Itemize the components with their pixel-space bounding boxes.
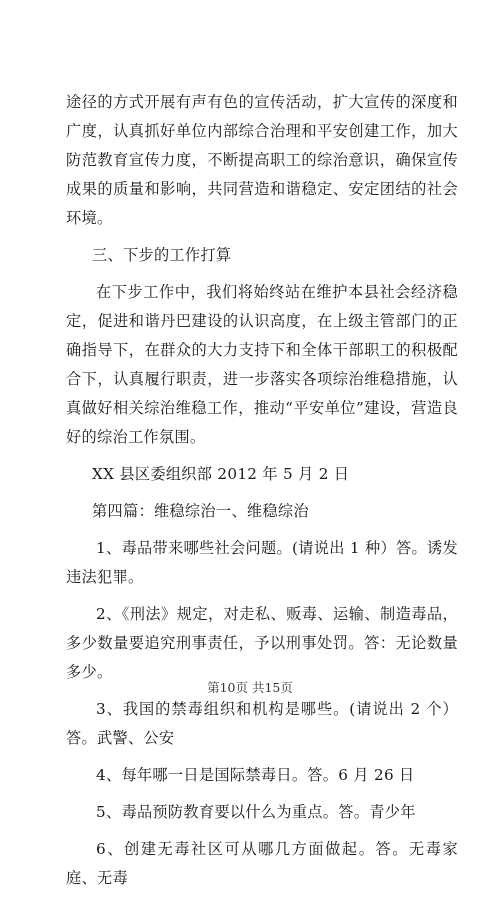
qa-item-4: 4、每年哪一日是国际禁毒日。答。6 月 26 日 bbox=[96, 766, 415, 784]
qa-item-6: 6、创建无毒社区可从哪几方面做起。答。无毒家庭、无毒 bbox=[66, 840, 458, 887]
qa-item-2: 2、《刑法》规定，对走私、贩毒、运输、制造毒品，多少数量要追究刑事责任，予以刑事处罚。答：无论数量多少。 bbox=[66, 605, 458, 681]
signature-date-line: XX 县区委组织部 2012 年 5 月 2 日 bbox=[92, 465, 350, 483]
chapter-heading-fourth: 第四篇：维稳综治一、维稳综治 bbox=[92, 502, 309, 520]
paragraph-next-plan: 在下步工作中，我们将始终站在维护本县社会经济稳定，促进和谐丹巴建设的认识高度，在上级主管部门的正确指导下，在群众的大力支持下和全体干部职工的积极配合下，认真履行职责，进一步落实各项综治维稳措施，认真做好相关综治维稳工作，推动“平安单位”建设，营造良好的综治工作氛围。 bbox=[66, 283, 458, 446]
qa-item-3: 3、我国的禁毒组织和机构是哪些。(请说出 2 个）答。武警、公安 bbox=[66, 700, 458, 747]
document-body bbox=[66, 88, 458, 901]
qa-item-1: 1、毒品带来哪些社会问题。(请说出 1 种）答。诱发违法犯罪。 bbox=[66, 539, 458, 586]
paragraph-publicity-methods: 途径的方式开展有声有色的宣传活动，扩大宣传的深度和广度，认真抓好单位内部综合治理和平安创建工作，加大防范教育宣传力度，不断提高职工的综治意识，确保宣传成果的质量和影响，共同营造和谐稳定、安定团结的社会环境。 bbox=[66, 93, 458, 227]
section-heading-next-plan: 三、下步的工作打算 bbox=[92, 246, 232, 264]
qa-item-5: 5、毒品预防教育要以什么为重点。答。青少年 bbox=[96, 803, 416, 821]
page-number-footer: 第10页 共15页 bbox=[207, 680, 293, 695]
